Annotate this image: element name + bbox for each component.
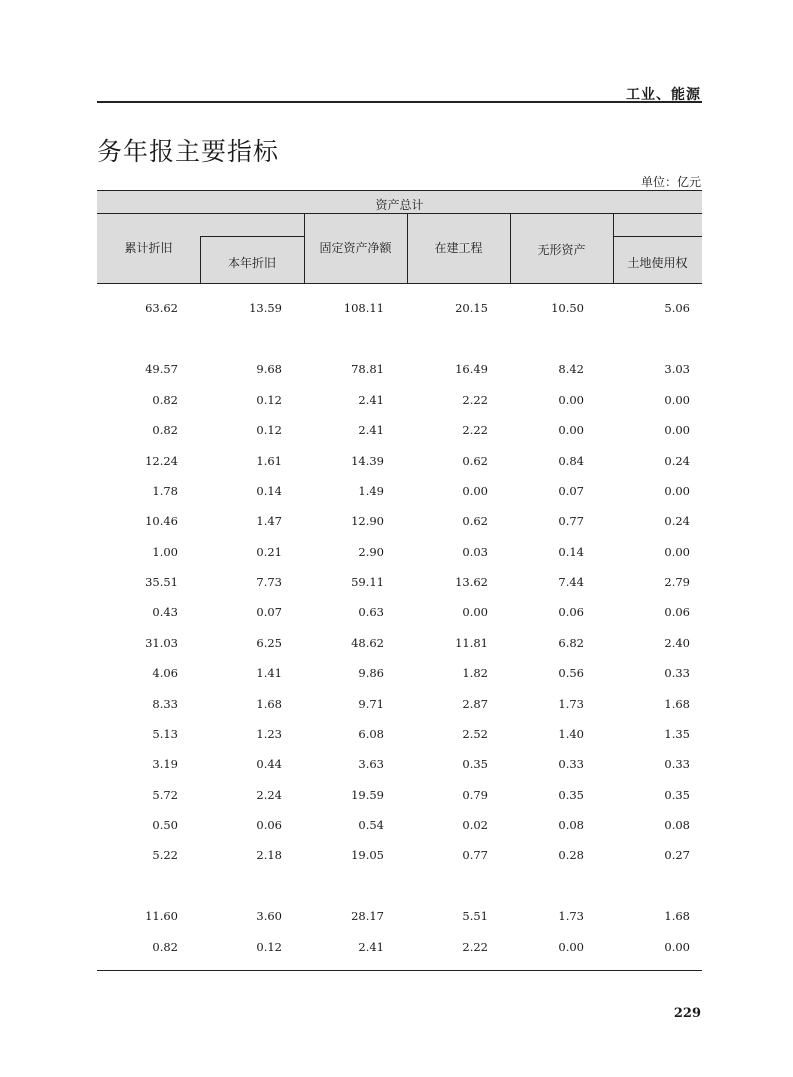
table-cell: 0.79: [462, 788, 488, 802]
page-number: 229: [673, 1006, 701, 1021]
table-cell: 5.06: [664, 301, 690, 315]
table-cell: 2.41: [358, 940, 384, 954]
table-cell: 0.24: [664, 454, 690, 468]
table-cell: 0.08: [664, 818, 690, 832]
table-header: [97, 190, 702, 284]
table-cell: 0.00: [558, 423, 584, 437]
header-current-year-depreciation: 本年折旧: [227, 256, 276, 270]
table-cell: 2.87: [462, 697, 488, 711]
table-cell: 1.47: [256, 514, 282, 528]
header-construction-in-progress: 在建工程: [434, 241, 483, 255]
table-cell: 5.13: [152, 727, 178, 741]
table-cell: 5.22: [152, 848, 178, 862]
table-cell: 78.81: [351, 362, 384, 376]
table-cell: 2.79: [664, 575, 690, 589]
table-cell: 6.25: [256, 636, 282, 650]
table-cell: 0.33: [664, 666, 690, 680]
table-cell: 0.35: [558, 788, 584, 802]
table-row: [97, 909, 702, 929]
table-row: [97, 605, 702, 625]
table-cell: 0.62: [462, 514, 488, 528]
table-cell: 7.44: [558, 575, 584, 589]
table-row: [97, 788, 702, 808]
table-cell: 1.73: [558, 909, 584, 923]
unit-label: 单位：亿元: [640, 175, 701, 189]
table-cell: 0.00: [664, 545, 690, 559]
page-title: 务年报主要指标: [97, 137, 280, 166]
table-cell: 0.63: [358, 605, 384, 619]
table-cell: 0.12: [256, 423, 282, 437]
table-cell: 3.63: [358, 757, 384, 771]
table-cell: 4.06: [152, 666, 178, 680]
table-cell: 20.15: [455, 301, 488, 315]
table-cell: 2.22: [462, 393, 488, 407]
table-cell: 31.03: [145, 636, 178, 650]
table-cell: 0.08: [558, 818, 584, 832]
table-row: [97, 575, 702, 595]
table-row: [97, 545, 702, 565]
table-cell: 28.17: [351, 909, 384, 923]
table-cell: 1.41: [256, 666, 282, 680]
table-cell: 0.00: [462, 484, 488, 498]
table-cell: 2.24: [256, 788, 282, 802]
table-cell: 0.00: [462, 605, 488, 619]
table-cell: 3.19: [152, 757, 178, 771]
table-row: [97, 514, 702, 534]
table-cell: 11.60: [145, 909, 178, 923]
table-cell: 0.12: [256, 940, 282, 954]
section-label: 工业、能源: [626, 87, 701, 103]
table-cell: 0.33: [664, 757, 690, 771]
table-bottom-rule: [97, 970, 702, 971]
table-cell: 0.00: [664, 484, 690, 498]
table-row: [97, 636, 702, 656]
table-cell: 0.14: [256, 484, 282, 498]
table-row: [97, 423, 702, 443]
table-cell: 0.62: [462, 454, 488, 468]
table-cell: 3.60: [256, 909, 282, 923]
table-cell: 48.62: [351, 636, 384, 650]
table-cell: 0.35: [664, 788, 690, 802]
table-cell: 0.82: [152, 940, 178, 954]
table-cell: 19.05: [351, 848, 384, 862]
table-cell: 0.24: [664, 514, 690, 528]
table-cell: 13.59: [249, 301, 282, 315]
table-cell: 5.51: [462, 909, 488, 923]
table-cell: 0.35: [462, 757, 488, 771]
table-cell: 0.28: [558, 848, 584, 862]
header-intangible-assets: 无形资产: [537, 243, 586, 257]
table-cell: 12.90: [351, 514, 384, 528]
table-cell: 108.11: [343, 301, 384, 315]
table-row: [97, 393, 702, 413]
table-cell: 8.33: [152, 697, 178, 711]
table-cell: 59.11: [351, 575, 384, 589]
table-cell: 1.61: [256, 454, 282, 468]
table-cell: 0.12: [256, 393, 282, 407]
table-cell: 1.00: [152, 545, 178, 559]
table-row: [97, 818, 702, 838]
table-cell: 2.52: [462, 727, 488, 741]
table-cell: 2.41: [358, 423, 384, 437]
table-cell: 11.81: [455, 636, 488, 650]
table-cell: 1.78: [152, 484, 178, 498]
table-cell: 3.03: [664, 362, 690, 376]
table-cell: 1.82: [462, 666, 488, 680]
table-cell: 5.72: [152, 788, 178, 802]
table-cell: 19.59: [351, 788, 384, 802]
table-cell: 9.68: [256, 362, 282, 376]
table-cell: 8.42: [558, 362, 584, 376]
table-cell: 0.56: [558, 666, 584, 680]
table-cell: 0.27: [664, 848, 690, 862]
table-cell: 0.06: [664, 605, 690, 619]
table-cell: 12.24: [145, 454, 178, 468]
table-cell: 0.84: [558, 454, 584, 468]
table-cell: 6.82: [558, 636, 584, 650]
table-cell: 0.06: [256, 818, 282, 832]
table-cell: 0.54: [358, 818, 384, 832]
table-cell: 1.35: [664, 727, 690, 741]
table-row: [97, 757, 702, 777]
table-cell: 0.43: [152, 605, 178, 619]
table-cell: 1.68: [256, 697, 282, 711]
table-cell: 0.33: [558, 757, 584, 771]
table-cell: 0.00: [664, 423, 690, 437]
header-divider: [97, 213, 702, 214]
table-cell: 0.06: [558, 605, 584, 619]
table-cell: 0.82: [152, 393, 178, 407]
table-cell: 14.39: [351, 454, 384, 468]
table-cell: 0.00: [558, 940, 584, 954]
header-net-fixed-assets: 固定资产净额: [319, 241, 392, 255]
table-cell: 10.46: [145, 514, 178, 528]
table-row: [97, 454, 702, 474]
table-cell: 1.49: [358, 484, 384, 498]
table-cell: 9.86: [358, 666, 384, 680]
table-cell: 1.40: [558, 727, 584, 741]
table-cell: 0.00: [664, 940, 690, 954]
table-cell: 10.50: [551, 301, 584, 315]
table-cell: 1.68: [664, 697, 690, 711]
table-row: [97, 362, 702, 382]
table-cell: 0.07: [256, 605, 282, 619]
table-cell: 2.41: [358, 393, 384, 407]
header-divider: [200, 236, 304, 237]
table-row: [97, 848, 702, 868]
table-cell: 0.03: [462, 545, 488, 559]
table-cell: 49.57: [145, 362, 178, 376]
table-cell: 9.71: [358, 697, 384, 711]
table-cell: 1.73: [558, 697, 584, 711]
table-cell: 63.62: [145, 301, 178, 315]
table-row: [97, 940, 702, 960]
header-group-total-assets: 资产总计: [375, 198, 424, 212]
header-divider: [613, 236, 702, 237]
table-cell: 35.51: [145, 575, 178, 589]
table-cell: 13.62: [455, 575, 488, 589]
table-row: [97, 666, 702, 686]
table-cell: 0.77: [462, 848, 488, 862]
table-row: [97, 301, 702, 321]
table-cell: 2.22: [462, 423, 488, 437]
table-cell: 0.77: [558, 514, 584, 528]
table-cell: 0.50: [152, 818, 178, 832]
table-cell: 6.08: [358, 727, 384, 741]
table-cell: 16.49: [455, 362, 488, 376]
header-cumulative-depreciation: 累计折旧: [124, 241, 173, 255]
table-cell: 0.82: [152, 423, 178, 437]
table-cell: 2.90: [358, 545, 384, 559]
table-cell: 7.73: [256, 575, 282, 589]
table-row: [97, 727, 702, 747]
table-row: [97, 697, 702, 717]
table-cell: 0.00: [558, 393, 584, 407]
table-cell: 2.40: [664, 636, 690, 650]
header-rule: [97, 101, 702, 103]
table-row: [97, 484, 702, 504]
table-cell: 0.07: [558, 484, 584, 498]
table-cell: 1.68: [664, 909, 690, 923]
table-cell: 0.02: [462, 818, 488, 832]
table-cell: 0.00: [664, 393, 690, 407]
table-cell: 0.44: [256, 757, 282, 771]
table-cell: 0.14: [558, 545, 584, 559]
table-cell: 0.21: [256, 545, 282, 559]
table-cell: 2.22: [462, 940, 488, 954]
table-cell: 1.23: [256, 727, 282, 741]
table-cell: 2.18: [256, 848, 282, 862]
header-land-use-rights: 土地使用权: [627, 256, 688, 270]
